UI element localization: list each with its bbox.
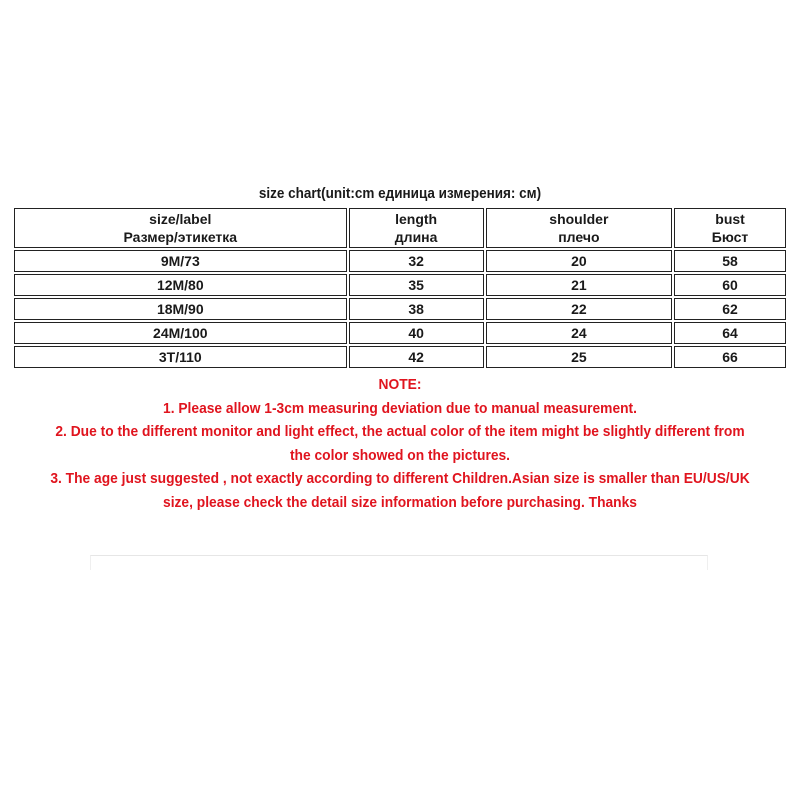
header-text: Бюст <box>711 229 749 245</box>
table-row <box>14 322 786 344</box>
header-text: длина <box>394 229 438 245</box>
cell-bust: 60 <box>674 274 786 296</box>
cell-size: 12M/80 <box>14 274 347 296</box>
cell-shoulder: 24 <box>486 322 672 344</box>
bottom-divider-box <box>90 555 708 570</box>
cell-bust: 62 <box>674 298 786 320</box>
cell-size: 3T/110 <box>14 346 347 368</box>
table-row <box>14 250 786 272</box>
note-line: 2. Due to the different monitor and light effect, the actual color of the item might be slightly different from <box>55 423 745 440</box>
table-header-row <box>14 208 786 248</box>
header-text: size/label <box>149 211 212 227</box>
cell-length: 42 <box>349 346 484 368</box>
cell-length: 32 <box>349 250 484 272</box>
cell-size: 9M/73 <box>14 250 347 272</box>
cell-shoulder: 21 <box>486 274 672 296</box>
note-line: 1. Please allow 1-3cm measuring deviation due to manual measurement. <box>163 399 637 417</box>
cell-size: 18M/90 <box>14 298 347 320</box>
table-row <box>14 274 786 296</box>
notes-block <box>0 373 800 514</box>
size-chart-table <box>12 206 788 370</box>
header-text: length <box>395 211 438 227</box>
note-line: size, please check the detail size information before purchasing. Thanks <box>163 493 637 511</box>
cell-size: 24M/100 <box>14 322 347 344</box>
cell-length: 40 <box>349 322 484 344</box>
note-line: 3. The age just suggested , not exactly according to different Children.Asian size is smaller than EU/US/UK <box>50 470 750 487</box>
cell-shoulder: 25 <box>486 346 672 368</box>
table-row <box>14 298 786 320</box>
table-row <box>14 346 786 368</box>
cell-bust: 64 <box>674 322 786 344</box>
notes-title: NOTE: <box>378 376 422 393</box>
header-shoulder <box>486 208 672 248</box>
header-size-label <box>14 208 347 248</box>
header-text: Размер/этикетка <box>123 229 238 245</box>
header-length <box>349 208 484 248</box>
header-text: bust <box>715 211 745 227</box>
cell-bust: 66 <box>674 346 786 368</box>
header-text: shoulder <box>549 211 609 227</box>
size-chart-caption: size chart(unit:cm единица измерения: см) <box>258 185 542 202</box>
header-text: плечо <box>558 229 600 245</box>
cell-bust: 58 <box>674 250 786 272</box>
cell-length: 38 <box>349 298 484 320</box>
cell-shoulder: 20 <box>486 250 672 272</box>
note-line: the color showed on the pictures. <box>289 446 511 464</box>
header-bust <box>674 208 786 248</box>
cell-shoulder: 22 <box>486 298 672 320</box>
cell-length: 35 <box>349 274 484 296</box>
